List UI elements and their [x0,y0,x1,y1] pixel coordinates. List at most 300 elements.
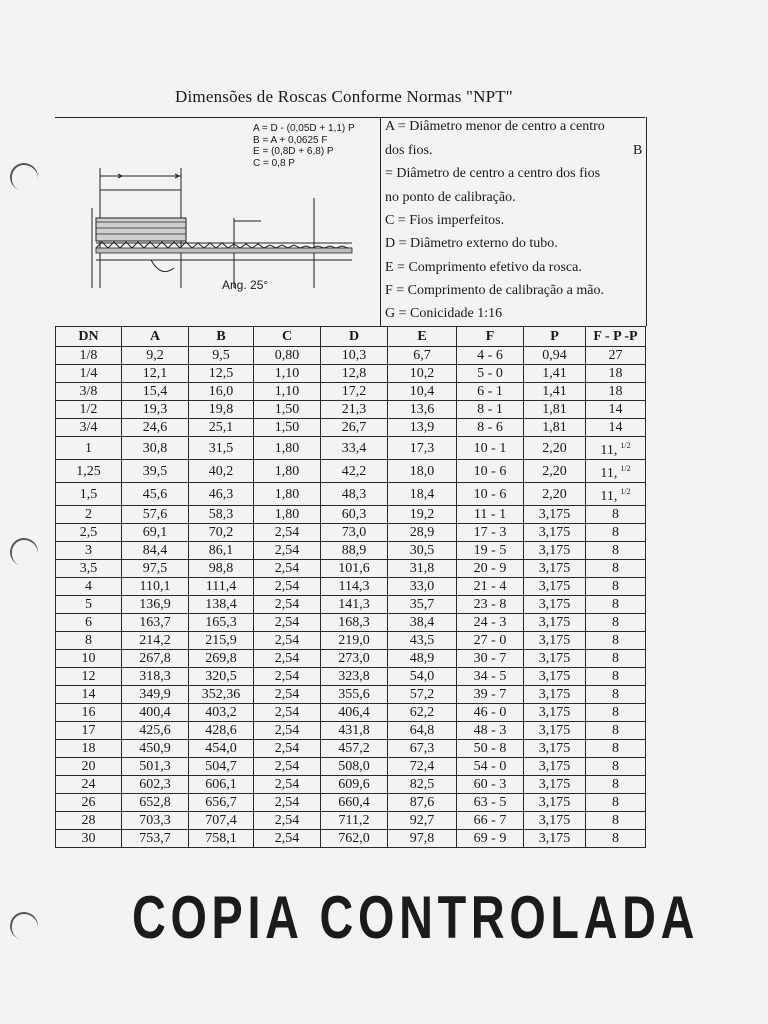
column-header: E [388,327,457,347]
table-cell: 141,3 [321,596,388,614]
table-cell: 2,20 [524,460,586,483]
table-cell: 2,54 [254,686,321,704]
table-cell: 0,94 [524,347,586,365]
table-cell: 2,54 [254,650,321,668]
table-cell: 8 - 6 [457,419,524,437]
table-row [56,686,646,704]
table-cell: 2,54 [254,776,321,794]
table-cell: 4 [56,578,122,596]
table-cell: 28 [56,812,122,830]
table-cell: 602,3 [122,776,189,794]
table-cell: 18,4 [388,483,457,506]
table-cell: 6,7 [388,347,457,365]
table-cell: 2,54 [254,758,321,776]
table-cell: 15,4 [122,383,189,401]
table-cell: 656,7 [189,794,254,812]
table-cell: 57,2 [388,686,457,704]
table-cell: 606,1 [189,776,254,794]
table-cell: 703,3 [122,812,189,830]
table-cell: 42,2 [321,460,388,483]
table-cell: 8 [56,632,122,650]
table-cell: 64,8 [388,722,457,740]
table-cell: 18 [56,740,122,758]
table-cell: 9,5 [189,347,254,365]
table-cell: 38,4 [388,614,457,632]
formula-a: A = D - (0,05D + 1,1) P [253,123,355,134]
table-row [56,419,646,437]
table-cell: 2,54 [254,560,321,578]
legend-line-6: D = Diâmetro externo do tubo. [385,236,558,251]
punch-hole-middle [7,535,41,569]
table-cell: 652,8 [122,794,189,812]
table-cell: 2,54 [254,812,321,830]
table-cell: 19,3 [122,401,189,419]
table-cell: 3,5 [56,560,122,578]
table-cell: 17 [56,722,122,740]
column-header: P [524,327,586,347]
table-cell: 2,54 [254,722,321,740]
table-cell: 1,10 [254,383,321,401]
table-cell: 8 [586,722,646,740]
column-header: A [122,327,189,347]
table-cell: 8 [586,794,646,812]
table-row [56,758,646,776]
table-cell: 27 [586,347,646,365]
table-cell: 33,4 [321,437,388,460]
table-cell: 60,3 [321,506,388,524]
table-cell: 219,0 [321,632,388,650]
column-header: D [321,327,388,347]
table-cell: 14 [586,401,646,419]
table-cell: 21,3 [321,401,388,419]
table-cell: 3,175 [524,704,586,722]
table-row [56,830,646,848]
punch-hole-top [7,160,41,194]
table-cell: 45,6 [122,483,189,506]
table-cell: 214,2 [122,632,189,650]
table-cell: 10 [56,650,122,668]
table-cell: 31,8 [388,560,457,578]
table-cell: 92,7 [388,812,457,830]
table-cell: 3,175 [524,578,586,596]
table-row [56,614,646,632]
table-cell: 1,25 [56,460,122,483]
table-cell: 5 - 0 [457,365,524,383]
table-cell: 114,3 [321,578,388,596]
table-cell: 58,3 [189,506,254,524]
table-cell: 352,36 [189,686,254,704]
table-cell: 504,7 [189,758,254,776]
table-cell: 110,1 [122,578,189,596]
table-cell: 8 [586,740,646,758]
table-cell: 2,54 [254,704,321,722]
table-row [56,776,646,794]
table-cell: 19,2 [388,506,457,524]
fraction-half-mark: 1/2 [620,441,631,450]
table-cell: 19,8 [189,401,254,419]
legend-line-2-b: B [633,143,643,158]
table-row [56,596,646,614]
table-cell: 23 - 8 [457,596,524,614]
table-cell: 97,5 [122,560,189,578]
table-cell: 69,1 [122,524,189,542]
table-cell: 13,9 [388,419,457,437]
table-cell: 27 - 0 [457,632,524,650]
table-cell: 21 - 4 [457,578,524,596]
table-cell: 39,5 [122,460,189,483]
table-cell: 11, $^{1/2}$ [586,437,646,460]
table-row [56,812,646,830]
table-cell: 403,2 [189,704,254,722]
table-cell: 12,5 [189,365,254,383]
table-cell: 14 [56,686,122,704]
table-cell: 318,3 [122,668,189,686]
table-cell: 24 [56,776,122,794]
formula-e: E = (0,8D + 6,8) P [253,146,334,157]
table-cell: 66 - 7 [457,812,524,830]
table-cell: 2,54 [254,614,321,632]
table-cell: 13,6 [388,401,457,419]
table-cell: 46 - 0 [457,704,524,722]
table-cell: 72,4 [388,758,457,776]
table-cell: 11, $^{1/2}$ [586,460,646,483]
table-cell: 30 [56,830,122,848]
table-cell: 8 [586,650,646,668]
table-cell: 24 - 3 [457,614,524,632]
table-cell: 40,2 [189,460,254,483]
table-row [56,542,646,560]
table-cell: 98,8 [189,560,254,578]
table-cell: 50 - 8 [457,740,524,758]
table-cell: 20 - 9 [457,560,524,578]
table-row [56,524,646,542]
table-row [56,722,646,740]
table-cell: 3,175 [524,776,586,794]
table-cell: 17,2 [321,383,388,401]
legend-line-9: G = Conicidade 1:16 [385,306,503,321]
table-cell: 3,175 [524,542,586,560]
table-cell: 8 [586,776,646,794]
table-cell: 34 - 5 [457,668,524,686]
table-cell: 10,3 [321,347,388,365]
table-cell: 67,3 [388,740,457,758]
table-cell: 86,1 [189,542,254,560]
table-cell: 3,175 [524,632,586,650]
table-row [56,401,646,419]
table-cell: 2,20 [524,483,586,506]
table-cell: 18,0 [388,460,457,483]
table-cell: 26,7 [321,419,388,437]
table-cell: 1/2 [56,401,122,419]
table-cell: 10 - 6 [457,483,524,506]
table-cell: 20 [56,758,122,776]
table-cell: 2,54 [254,596,321,614]
table-cell: 8 [586,758,646,776]
table-row [56,347,646,365]
table-cell: 501,3 [122,758,189,776]
table-cell: 3,175 [524,830,586,848]
table-cell: 8 [586,668,646,686]
table-cell: 8 [586,704,646,722]
punch-hole-bottom [7,909,41,943]
table-cell: 1/8 [56,347,122,365]
table-row [56,668,646,686]
table-cell: 12 [56,668,122,686]
table-cell: 88,9 [321,542,388,560]
table-cell: 8 [586,506,646,524]
table-cell: 31,5 [189,437,254,460]
page-title: Dimensões de Roscas Conforme Normas "NPT" [175,87,513,106]
table-cell: 406,4 [321,704,388,722]
legend-line-8: F = Comprimento de calibração a mão. [385,283,604,298]
table-cell: 508,0 [321,758,388,776]
table-cell: 1,50 [254,419,321,437]
table-cell: 3,175 [524,668,586,686]
table-cell: 54,0 [388,668,457,686]
table-cell: 2,20 [524,437,586,460]
table-cell: 17 - 3 [457,524,524,542]
formula-b: B = A + 0,0625 F [253,134,328,146]
formula-c: C = 0,8 P [253,157,295,169]
table-cell: 1,41 [524,365,586,383]
table-cell: 3,175 [524,650,586,668]
table-cell: 46,3 [189,483,254,506]
table-cell: 320,5 [189,668,254,686]
table-cell: 8 [586,686,646,704]
table-cell: 24,6 [122,419,189,437]
table-cell: 10 - 6 [457,460,524,483]
table-cell: 60 - 3 [457,776,524,794]
table-cell: 8 [586,596,646,614]
table-row [56,483,646,506]
table-cell: 1,80 [254,460,321,483]
table-cell: 2,54 [254,830,321,848]
table-cell: 8 [586,830,646,848]
table-row [56,650,646,668]
table-cell: 267,8 [122,650,189,668]
table-cell: 2,54 [254,740,321,758]
table-cell: 3,175 [524,722,586,740]
table-cell: 2,54 [254,794,321,812]
table-row [56,506,646,524]
table-cell: 69 - 9 [457,830,524,848]
table-cell: 1,81 [524,401,586,419]
legend-line-2: dos fios. [385,143,433,158]
table-row [56,578,646,596]
table-cell: 3,175 [524,812,586,830]
table-cell: 16,0 [189,383,254,401]
table-cell: 273,0 [321,650,388,668]
table-cell: 323,8 [321,668,388,686]
table-cell: 8 - 1 [457,401,524,419]
table-cell: 762,0 [321,830,388,848]
table-row [56,560,646,578]
table-cell: 8 [586,614,646,632]
table-row [56,632,646,650]
table-cell: 3/8 [56,383,122,401]
table-cell: 1,80 [254,483,321,506]
table-row [56,704,646,722]
column-header: B [189,327,254,347]
table-cell: 3,175 [524,596,586,614]
table-cell: 2,54 [254,542,321,560]
table-cell: 84,4 [122,542,189,560]
table-cell: 11, $^{1/2}$ [586,483,646,506]
table-cell: 165,3 [189,614,254,632]
table-cell: 3/4 [56,419,122,437]
table-row [56,437,646,460]
column-header: C [254,327,321,347]
table-cell: 2,54 [254,524,321,542]
table-cell: 9,2 [122,347,189,365]
table-cell: 215,9 [189,632,254,650]
table-cell: 12,1 [122,365,189,383]
table-cell: 8 [586,632,646,650]
table-cell: 707,4 [189,812,254,830]
column-header: F - P -P [586,327,646,347]
table-row [56,740,646,758]
table-cell: 12,8 [321,365,388,383]
column-header: DN [56,327,122,347]
table-cell: 349,9 [122,686,189,704]
table-cell: 87,6 [388,794,457,812]
table-cell: 3,175 [524,506,586,524]
table-cell: 3,175 [524,560,586,578]
table-cell: 70,2 [189,524,254,542]
table-cell: 400,4 [122,704,189,722]
table-cell: 8 [586,542,646,560]
table-cell: 3,175 [524,524,586,542]
legend-line-7: E = Comprimento efetivo da rosca. [385,260,582,275]
table-cell: 14 [586,419,646,437]
table-cell: 33,0 [388,578,457,596]
table-cell: 8 [586,560,646,578]
table-cell: 6 [56,614,122,632]
formula-block [253,123,355,169]
table-cell: 97,8 [388,830,457,848]
table-cell: 138,4 [189,596,254,614]
table-cell: 269,8 [189,650,254,668]
table-cell: 2,54 [254,632,321,650]
table-cell: 62,2 [388,704,457,722]
table-cell: 2,54 [254,578,321,596]
table-cell: 163,7 [122,614,189,632]
table-cell: 18 [586,383,646,401]
table-cell: 6 - 1 [457,383,524,401]
table-cell: 48 - 3 [457,722,524,740]
angle-label: Ang. 25° [222,278,269,292]
table-cell: 54 - 0 [457,758,524,776]
table-cell: 48,3 [321,483,388,506]
table-cell: 2,5 [56,524,122,542]
table-cell: 753,7 [122,830,189,848]
table-cell: 711,2 [321,812,388,830]
table-cell: 10,2 [388,365,457,383]
table-cell: 431,8 [321,722,388,740]
table-cell: 48,9 [388,650,457,668]
legend-line-3: = Diâmetro de centro a centro dos fios [385,166,601,181]
table-cell: 111,4 [189,578,254,596]
table-cell: 17,3 [388,437,457,460]
table-cell: 1,81 [524,419,586,437]
table-row [56,365,646,383]
table-row [56,460,646,483]
table-cell: 30,5 [388,542,457,560]
table-cell: 18 [586,365,646,383]
table-cell: 1,10 [254,365,321,383]
table-cell: 1,41 [524,383,586,401]
table-cell: 2 [56,506,122,524]
table-cell: 3 [56,542,122,560]
table-cell: 16 [56,704,122,722]
table-cell: 19 - 5 [457,542,524,560]
legend-line-4: no ponto de calibração. [385,190,516,205]
table-cell: 1 [56,437,122,460]
column-header: F [457,327,524,347]
table-cell: 11 - 1 [457,506,524,524]
table-cell: 3,175 [524,686,586,704]
table-cell: 30,8 [122,437,189,460]
table-cell: 0,80 [254,347,321,365]
legend-box [380,117,647,326]
table-cell: 136,9 [122,596,189,614]
table-cell: 63 - 5 [457,794,524,812]
table-header-row [56,327,646,347]
table-cell: 428,6 [189,722,254,740]
legend-line-1: A = Diâmetro menor de centro a centro [385,119,605,134]
table-cell: 660,4 [321,794,388,812]
table-cell: 25,1 [189,419,254,437]
table-cell: 3,175 [524,758,586,776]
table-cell: 1,5 [56,483,122,506]
fraction-half-mark: 1/2 [620,487,631,496]
table-cell: 3,175 [524,794,586,812]
table-row [56,383,646,401]
table-cell: 35,7 [388,596,457,614]
table-cell: 4 - 6 [457,347,524,365]
table-cell: 57,6 [122,506,189,524]
table-cell: 355,6 [321,686,388,704]
fraction-half-mark: 1/2 [620,464,631,473]
table-cell: 26 [56,794,122,812]
npt-dimensions-table [55,326,646,848]
table-cell: 5 [56,596,122,614]
table-cell: 1,80 [254,506,321,524]
table-cell: 73,0 [321,524,388,542]
controlled-copy-stamp: COPIA CONTROLADA [132,884,700,951]
table-cell: 2,54 [254,668,321,686]
table-cell: 1/4 [56,365,122,383]
table-cell: 101,6 [321,560,388,578]
table-cell: 43,5 [388,632,457,650]
table-cell: 425,6 [122,722,189,740]
table-cell: 1,80 [254,437,321,460]
table-cell: 82,5 [388,776,457,794]
table-cell: 3,175 [524,740,586,758]
table-cell: 8 [586,812,646,830]
table-cell: 450,9 [122,740,189,758]
table-cell: 39 - 7 [457,686,524,704]
table-cell: 28,9 [388,524,457,542]
table-cell: 1,50 [254,401,321,419]
table-cell: 454,0 [189,740,254,758]
table-cell: 168,3 [321,614,388,632]
table-cell: 3,175 [524,614,586,632]
table-cell: 30 - 7 [457,650,524,668]
table-cell: 8 [586,578,646,596]
table-row [56,794,646,812]
table-cell: 457,2 [321,740,388,758]
